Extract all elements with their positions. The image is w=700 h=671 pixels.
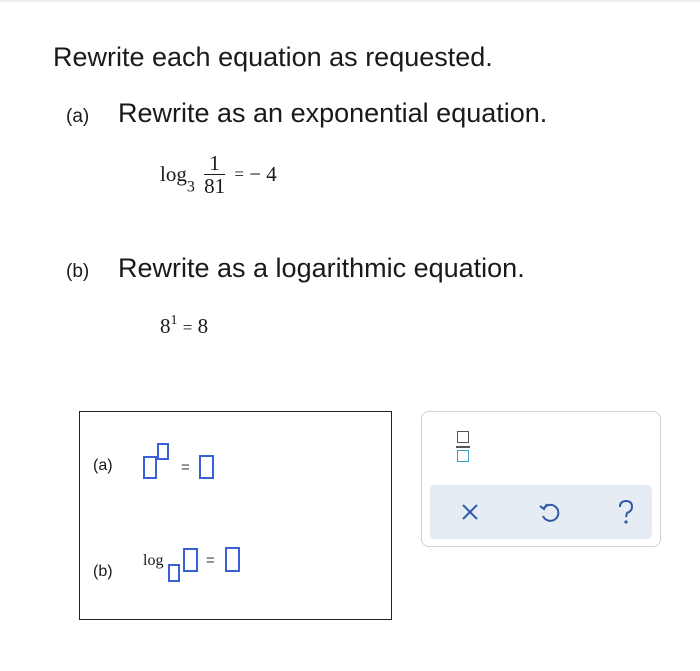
answer-b-label: (b) — [93, 563, 113, 580]
answer-a-exponent-input[interactable] — [157, 443, 169, 460]
answer-b-log-word: log — [143, 552, 164, 569]
undo-icon — [530, 492, 570, 532]
answer-a-label: (a) — [93, 457, 113, 474]
fraction-numerator: 1 — [204, 152, 225, 175]
answer-a-base-input[interactable] — [143, 456, 157, 479]
fraction-tool-icon[interactable] — [456, 429, 472, 467]
help-icon — [606, 492, 646, 532]
close-icon — [450, 492, 490, 532]
part-b-label: (b) — [66, 261, 90, 282]
top-divider — [0, 0, 700, 2]
fraction-denominator: 81 — [204, 174, 226, 198]
part-a-label: (a) — [66, 106, 90, 127]
part-a-equation — [160, 152, 277, 197]
action-toolbar — [430, 485, 652, 539]
equals-sign: = — [182, 318, 193, 337]
part-b-equation — [160, 314, 208, 339]
log-word: log — [160, 162, 187, 186]
math-tool-panel — [421, 411, 661, 547]
exp-exponent: 1 — [170, 313, 178, 328]
log-base: 3 — [186, 178, 195, 196]
equals-sign: = — [234, 164, 244, 184]
clear-button[interactable] — [450, 492, 490, 532]
exp-base: 8 — [160, 314, 171, 338]
help-button[interactable] — [606, 492, 646, 532]
part-b-instruction: Rewrite as a logarithmic equation. — [118, 253, 525, 283]
answer-box — [79, 411, 392, 620]
answer-b-rhs-input[interactable] — [225, 547, 240, 572]
answer-b-base-input[interactable] — [168, 564, 180, 582]
answer-a-equals: = — [181, 459, 190, 476]
answer-b-equals: = — [206, 552, 215, 569]
answer-b-argument-input[interactable] — [183, 548, 198, 572]
fraction — [204, 152, 225, 197]
part-a-instruction: Rewrite as an exponential equation. — [118, 98, 548, 128]
problem-prompt: Rewrite each equation as requested. — [53, 42, 493, 72]
answer-a-rhs-input[interactable] — [199, 455, 214, 479]
undo-button[interactable] — [530, 492, 570, 532]
part-b-rhs: 8 — [197, 314, 209, 338]
part-a-rhs: − 4 — [249, 162, 277, 186]
